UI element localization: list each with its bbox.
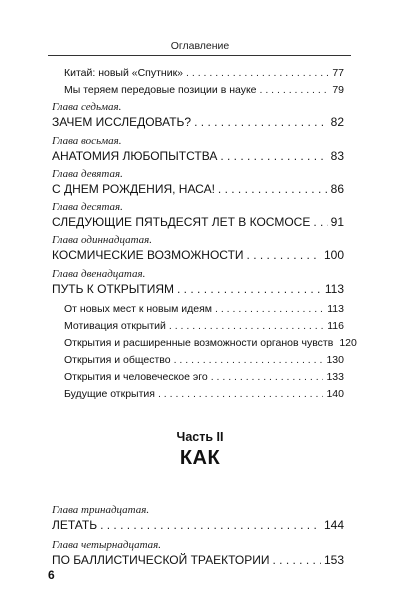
toc-entry-chapter-13[interactable] [52,518,344,532]
chapter-8-label: Глава восьмая. [52,135,122,147]
entry-title: АНАТОМИЯ ЛЮБОПЫТСТВА [52,149,218,163]
leader-dots [177,282,322,296]
chapter-14-label: Глава четырнадцатая. [52,539,162,551]
entry-page: 91 [330,215,344,229]
leader-dots [218,182,328,196]
chapter-12-label: Глава двенадцатая. [52,268,146,280]
entry-title: От новых мест к новым идеям [64,303,213,315]
entry-page: 77 [332,67,344,79]
leader-dots [260,83,330,97]
entry-page: 113 [324,282,344,296]
entry-page: 140 [326,388,344,400]
leader-dots [174,353,324,367]
entry-title: СЛЕДУЮЩИЕ ПЯТЬДЕСЯТ ЛЕТ В КОСМОСЕ [52,215,311,229]
entry-page: 153 [323,553,344,567]
chapter-13-label: Глава тринадцатая. [52,504,150,516]
entry-page: 86 [330,182,344,196]
toc-entry-chapter-9[interactable] [52,182,344,196]
entry-page: 113 [327,303,344,315]
toc-subentry-5[interactable] [64,370,344,384]
entry-title: ЗАЧЕМ ИССЛЕДОВАТЬ? [52,115,192,129]
leader-dots [313,215,327,229]
entry-title: Открытия и человеческое эго [64,371,208,383]
toc-subentry-6[interactable] [64,387,344,401]
entry-page: 79 [332,84,344,96]
leader-dots [247,248,321,262]
entry-page: 82 [330,115,344,129]
chapter-7-label: Глава седьмая. [52,101,122,113]
chapter-9-label: Глава девятая. [52,168,123,180]
entry-title: КОСМИЧЕСКИЕ ВОЗМОЖНОСТИ [52,248,244,262]
entry-title: Китай: новый «Спутник» [64,67,184,79]
toc-subentry-4[interactable] [64,353,344,367]
toc-entry-chapter-10[interactable] [52,215,344,229]
toc-entry-chapter-14[interactable] [52,553,344,567]
toc-entry-chapter-7[interactable] [52,115,344,129]
entry-title: ПУТЬ К ОТКРЫТИЯМ [52,282,175,296]
leader-dots [186,66,329,80]
toc-subentry-2[interactable] [64,319,344,333]
toc-entry-sputnik[interactable] [64,66,344,80]
part-2-label: Часть II [176,430,224,444]
leader-dots [211,370,324,384]
entry-page: 116 [327,320,344,332]
entry-title: Открытия и общество [64,354,171,366]
entry-page: 133 [326,371,344,383]
toc-subentry-3[interactable] [64,336,357,350]
part-2-title: КАК [179,447,221,469]
toc-subentry-1[interactable] [64,302,344,316]
entry-title: Будущие открытия [64,388,155,400]
toc-entry-chapter-11[interactable] [52,248,344,262]
entry-page: 120 [339,337,357,349]
entry-title: С ДНЕМ РОЖДЕНИЯ, НАСА! [52,182,215,196]
entry-title: Мотивация открытий [64,320,166,332]
leader-dots [100,518,321,532]
entry-page: 100 [323,248,344,262]
entry-title: ЛЕТАТЬ [52,518,98,532]
leader-dots [158,387,324,401]
entry-title: Мы теряем передовые позиции в науке [64,84,257,96]
leader-dots [215,302,324,316]
entry-page: 83 [330,149,344,163]
page-number: 6 [48,568,55,582]
leader-dots [220,149,327,163]
chapter-11-label: Глава одиннадцатая. [52,234,153,246]
entry-page: 144 [323,518,344,532]
leader-dots [273,553,321,567]
entry-page: 130 [326,354,344,366]
entry-title: Открытия и расширенные возможности органов чувств [64,337,334,349]
leader-dots [169,319,324,333]
toc-entry-chapter-8[interactable] [52,149,344,163]
running-head: Оглавление [170,40,230,52]
leader-dots [194,115,328,129]
toc-entry-science[interactable] [64,83,344,97]
chapter-10-label: Глава десятая. [52,201,123,213]
entry-title: ПО БАЛЛИСТИЧЕСКОЙ ТРАЕКТОРИИ [52,553,270,567]
toc-entry-chapter-12[interactable] [52,282,344,296]
